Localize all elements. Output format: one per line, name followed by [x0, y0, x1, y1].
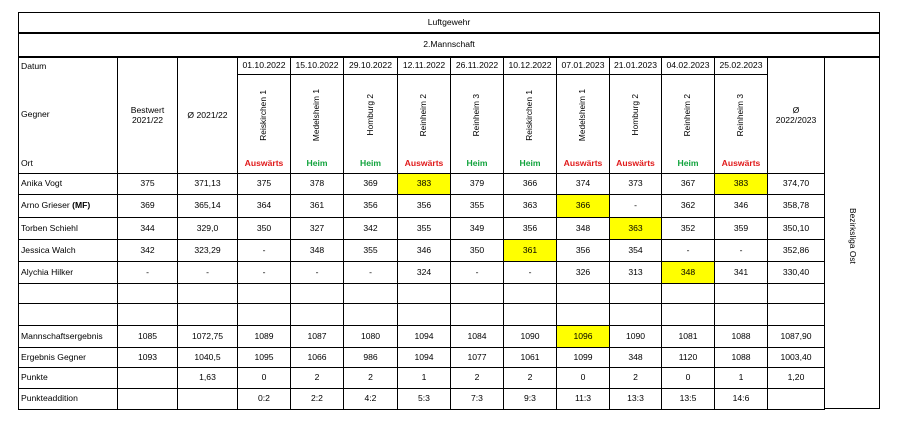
label-ort: Ort: [18, 155, 118, 173]
points-row-score: 1: [398, 367, 451, 388]
player-row-score: 361: [504, 239, 557, 261]
player-row-score: 366: [557, 194, 610, 217]
points-row-text: Punkte: [21, 372, 48, 383]
player-row-score: 346: [715, 194, 768, 217]
player-row-score: 373: [610, 173, 662, 194]
points-sum-row-score: 5:3: [398, 388, 451, 409]
match-date: 07.01.2023: [557, 57, 610, 75]
team-result-row-score: 1088: [715, 325, 768, 347]
team-result-row-score: 1080: [344, 325, 398, 347]
points-sum-row-score: 4:2: [344, 388, 398, 409]
player-row-avg-cur: 352,86: [768, 239, 825, 261]
player-row-score: 378: [291, 173, 344, 194]
match-opponent-text: Reinheim 2: [682, 93, 693, 137]
points-row-best: [118, 367, 178, 388]
player-row-score: 379: [451, 173, 504, 194]
player-row-score: 356: [504, 217, 557, 239]
empty-row-score: [504, 283, 557, 303]
venue-away: Auswärts: [238, 155, 291, 173]
player-row-score: 349: [451, 217, 504, 239]
empty-row-avg-cur: [768, 283, 825, 303]
player-row-score: 327: [291, 217, 344, 239]
match-opponent-text: Reinheim 2: [418, 93, 429, 137]
opponent-result-row-score: 1077: [451, 347, 504, 367]
player-row-label: [18, 261, 118, 283]
opponent-result-row-score: 1066: [291, 347, 344, 367]
player-row-score: -: [662, 239, 715, 261]
match-date: 29.10.2022: [344, 57, 398, 75]
empty-row-score: [715, 283, 768, 303]
empty-row-score: [557, 303, 610, 325]
player-row-score: 350: [238, 217, 291, 239]
empty-row-avg-prev: [178, 283, 238, 303]
player-row-avg-prev: -: [178, 261, 238, 283]
player-row-score: 356: [398, 194, 451, 217]
player-row-avg-cur: 374,70: [768, 173, 825, 194]
venue-home: Heim: [451, 155, 504, 173]
player-row-score: 326: [557, 261, 610, 283]
opponent-result-row-score: 1120: [662, 347, 715, 367]
player-row-score: 356: [344, 194, 398, 217]
team-result-row-score: 1096: [557, 325, 610, 347]
opponent-result-row-avg-prev: 1040,5: [178, 347, 238, 367]
player-row-score: 362: [662, 194, 715, 217]
venue-away: Auswärts: [715, 155, 768, 173]
sheet-title: Luftgewehr: [18, 12, 880, 33]
player-row-score: 359: [715, 217, 768, 239]
player-row-score: 361: [291, 194, 344, 217]
player-row-score: -: [291, 261, 344, 283]
team-result-row-score: 1090: [610, 325, 662, 347]
player-name: Arno Grieser: [21, 200, 70, 211]
empty-row-avg-prev: [178, 303, 238, 325]
player-row-score: 356: [557, 239, 610, 261]
header-avg-cur: [768, 57, 825, 173]
empty-row-score: [610, 283, 662, 303]
player-row-score: -: [715, 239, 768, 261]
points-row-score: 0: [662, 367, 715, 388]
player-row-best: 369: [118, 194, 178, 217]
points-sum-row-score: 13:5: [662, 388, 715, 409]
venue-away: Auswärts: [398, 155, 451, 173]
player-row-score: -: [610, 194, 662, 217]
player-name: Torben Schiehl: [21, 222, 78, 233]
player-row-score: 348: [291, 239, 344, 261]
points-row-score: 0: [238, 367, 291, 388]
opponent-result-row-score: 986: [344, 347, 398, 367]
empty-row-score: [398, 303, 451, 325]
player-row-score: 342: [344, 217, 398, 239]
player-row-label: [18, 217, 118, 239]
points-sum-row-score: 9:3: [504, 388, 557, 409]
player-name: Jessica Walch: [21, 244, 76, 255]
points-row-score: 2: [451, 367, 504, 388]
player-row-score: -: [238, 261, 291, 283]
player-row-score: -: [451, 261, 504, 283]
team-result-row-label: [18, 325, 118, 347]
player-row-avg-cur: 330,40: [768, 261, 825, 283]
player-row-score: 363: [504, 194, 557, 217]
team-result-row-text: Mannschaftsergebnis: [21, 330, 103, 341]
empty-row-score: [291, 283, 344, 303]
points-row-score: 2: [504, 367, 557, 388]
header-avg-cur-text: Ø 2022/2023: [775, 104, 817, 125]
player-row-best: 344: [118, 217, 178, 239]
match-date: 04.02.2023: [662, 57, 715, 75]
match-opponent: [291, 75, 344, 155]
match-opponent: [715, 75, 768, 155]
points-row-score: 0: [557, 367, 610, 388]
points-sum-row-score: 14:6: [715, 388, 768, 409]
team-result-row-score: 1081: [662, 325, 715, 347]
venue-home: Heim: [344, 155, 398, 173]
empty-row-score: [662, 283, 715, 303]
player-row-score: 313: [610, 261, 662, 283]
player-row-best: 375: [118, 173, 178, 194]
venue-home: Heim: [662, 155, 715, 173]
header-bestwert-text: Bestwert 2021/22: [130, 104, 165, 125]
label-gegner: Gegner: [18, 75, 118, 155]
player-row-label: [18, 239, 118, 261]
empty-row-score: [662, 303, 715, 325]
team-result-row-avg-prev: 1072,75: [178, 325, 238, 347]
player-row-best: -: [118, 261, 178, 283]
match-date: 01.10.2022: [238, 57, 291, 75]
team-result-row-avg-cur: 1087,90: [768, 325, 825, 347]
match-date: 21.01.2023: [610, 57, 662, 75]
match-opponent: [610, 75, 662, 155]
points-sum-row-score: 2:2: [291, 388, 344, 409]
match-opponent-text: Reinheim 3: [735, 93, 746, 137]
team-result-row-score: 1089: [238, 325, 291, 347]
points-row-score: 1: [715, 367, 768, 388]
player-row-score: 348: [557, 217, 610, 239]
player-row-score: 355: [344, 239, 398, 261]
player-row-score: 383: [398, 173, 451, 194]
points-row-avg-cur: 1,20: [768, 367, 825, 388]
player-row-label: [18, 173, 118, 194]
venue-home: Heim: [504, 155, 557, 173]
player-row-avg-cur: 350,10: [768, 217, 825, 239]
match-date: 15.10.2022: [291, 57, 344, 75]
empty-row-score: [238, 283, 291, 303]
empty-row-score: [504, 303, 557, 325]
points-row-score: 2: [610, 367, 662, 388]
mf-marker: (MF): [72, 200, 91, 211]
match-date: 25.02.2023: [715, 57, 768, 75]
empty-row-score: [715, 303, 768, 325]
opponent-result-row-score: 1099: [557, 347, 610, 367]
player-row-score: 354: [610, 239, 662, 261]
opponent-result-row-best: 1093: [118, 347, 178, 367]
match-opponent: [451, 75, 504, 155]
player-row-avg-prev: 323,29: [178, 239, 238, 261]
opponent-result-row-avg-cur: 1003,40: [768, 347, 825, 367]
opponent-result-row-text: Ergebnis Gegner: [21, 351, 86, 362]
player-row-score: 324: [398, 261, 451, 283]
opponent-result-row-score: 348: [610, 347, 662, 367]
match-opponent: [504, 75, 557, 155]
points-sum-row-text: Punkteaddition: [21, 393, 78, 404]
empty-row-score: [451, 283, 504, 303]
player-row-score: 341: [715, 261, 768, 283]
points-sum-row-best: [118, 388, 178, 409]
empty-row-score: [610, 303, 662, 325]
empty-row-score: [238, 303, 291, 325]
label-datum: Datum: [18, 57, 118, 75]
match-opponent-text: Medelsheim 1: [577, 88, 588, 142]
player-row-score: 348: [662, 261, 715, 283]
opponent-result-row-score: 1061: [504, 347, 557, 367]
match-opponent-text: Medelsheim 1: [311, 88, 322, 142]
team-result-row-score: 1090: [504, 325, 557, 347]
points-row-score: 2: [291, 367, 344, 388]
player-row-score: 355: [398, 217, 451, 239]
player-row-best: 342: [118, 239, 178, 261]
opponent-result-row-score: 1094: [398, 347, 451, 367]
player-row-avg-prev: 371,13: [178, 173, 238, 194]
header-avg-prev: [178, 57, 238, 173]
points-row-score: 2: [344, 367, 398, 388]
team-result-row-score: 1087: [291, 325, 344, 347]
match-opponent-text: Reiskirchen 1: [524, 89, 535, 141]
player-row-score: 367: [662, 173, 715, 194]
team-result-row-score: 1084: [451, 325, 504, 347]
player-row-score: 364: [238, 194, 291, 217]
match-opponent: [557, 75, 610, 155]
empty-row-score: [557, 283, 610, 303]
points-sum-row-score: 0:2: [238, 388, 291, 409]
player-row-avg-prev: 329,0: [178, 217, 238, 239]
points-sum-row-score: 13:3: [610, 388, 662, 409]
match-opponent: [344, 75, 398, 155]
player-row-score: -: [238, 239, 291, 261]
venue-home: Heim: [291, 155, 344, 173]
team-result-row-score: 1094: [398, 325, 451, 347]
player-row-score: -: [504, 261, 557, 283]
points-sum-row-avg-cur: [768, 388, 825, 409]
player-name: Alychia Hilker: [21, 266, 74, 277]
player-row-score: 375: [238, 173, 291, 194]
player-row-score: 363: [610, 217, 662, 239]
match-opponent-text: Reinheim 3: [471, 93, 482, 137]
player-row-score: 355: [451, 194, 504, 217]
points-row-avg-prev: 1,63: [178, 367, 238, 388]
team-name: 2.Mannschaft: [18, 33, 880, 57]
header-avg-prev-text: Ø 2021/22: [187, 109, 228, 120]
empty-row-score: [398, 283, 451, 303]
opponent-result-row-score: 1088: [715, 347, 768, 367]
match-opponent-text: Homburg 2: [629, 94, 640, 136]
league-text: Bezirksliga Ost: [847, 208, 858, 264]
table-bottom-border: [18, 409, 825, 410]
venue-away: Auswärts: [610, 155, 662, 173]
player-row-score: 346: [398, 239, 451, 261]
empty-row-score: [451, 303, 504, 325]
league-side-label: [825, 57, 880, 409]
match-opponent: [238, 75, 291, 155]
points-row-label: [18, 367, 118, 388]
points-sum-row-avg-prev: [178, 388, 238, 409]
header-bestwert: [118, 57, 178, 173]
empty-row-score: [344, 303, 398, 325]
player-row-label: [18, 194, 118, 217]
match-opponent: [398, 75, 451, 155]
match-date: 26.11.2022: [451, 57, 504, 75]
empty-row-label: [18, 303, 118, 325]
player-row-avg-prev: 365,14: [178, 194, 238, 217]
match-opponent-text: Reiskirchen 1: [258, 89, 269, 141]
player-row-score: -: [344, 261, 398, 283]
player-row-score: 352: [662, 217, 715, 239]
opponent-result-row-label: [18, 347, 118, 367]
player-row-score: 366: [504, 173, 557, 194]
opponent-result-row-score: 1095: [238, 347, 291, 367]
player-row-score: 374: [557, 173, 610, 194]
empty-row-label: [18, 283, 118, 303]
player-row-score: 350: [451, 239, 504, 261]
player-row-avg-cur: 358,78: [768, 194, 825, 217]
match-opponent: [662, 75, 715, 155]
points-sum-row-label: [18, 388, 118, 409]
venue-away: Auswärts: [557, 155, 610, 173]
match-opponent-text: Homburg 2: [364, 94, 375, 136]
points-sum-row-score: 7:3: [451, 388, 504, 409]
match-date: 12.11.2022: [398, 57, 451, 75]
empty-row-avg-cur: [768, 303, 825, 325]
team-result-row-best: 1085: [118, 325, 178, 347]
points-sum-row-score: 11:3: [557, 388, 610, 409]
empty-row-score: [291, 303, 344, 325]
match-date: 10.12.2022: [504, 57, 557, 75]
empty-row-best: [118, 283, 178, 303]
empty-row-best: [118, 303, 178, 325]
player-row-score: 369: [344, 173, 398, 194]
empty-row-score: [344, 283, 398, 303]
player-name: Anika Vogt: [21, 178, 63, 189]
player-row-score: 383: [715, 173, 768, 194]
